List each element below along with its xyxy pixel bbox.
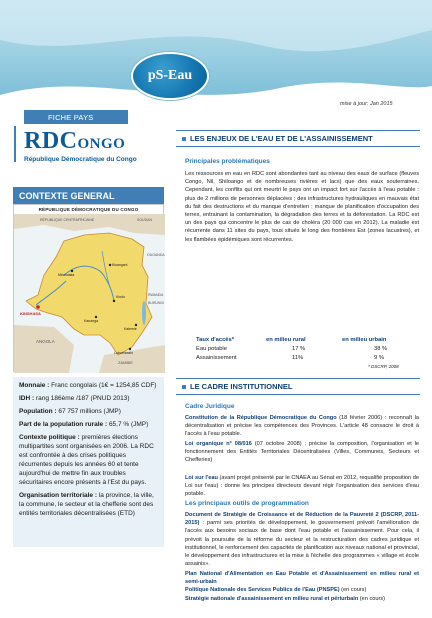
cadre-p5: Plan National d'Alimentation en Eau Potable et d'Assainissement en milieu rural et semi-urbain (185, 571, 419, 586)
fact-idh: IDH : rang 186ème /187 (PNUD 2013) (19, 395, 130, 402)
map-label-rca: RÉPUBLIQUE CENTRAFRICAINE (40, 218, 95, 222)
map-label-angola: ANGOLA (36, 339, 55, 344)
access-rate-table (196, 337, 387, 364)
country-facts-box (13, 377, 164, 547)
table-header-row (196, 337, 387, 346)
map-label-kindu: Kindu (116, 295, 125, 299)
title-accent-bar (14, 126, 16, 162)
cadre-p2: Loi organique n° 08/016 (07 octobre 2008) : précise la composition, l'organisation et le fonctionnement des Entités Territoriales Décentralisées (Villes, Communes, Secteurs et Chefferies) (185, 441, 419, 464)
map-label-kinshasa: KINSHASA (20, 311, 41, 316)
update-date: mise à jour: Jan 2015 (340, 101, 393, 107)
table-cell: 17 % (292, 346, 306, 352)
map-title: RÉPUBLIQUE DÉMOCRATIQUE DU CONGO (38, 207, 139, 212)
cadre-p3: Loi sur l'eau (avant projet présenté par le CNAEA au Sénat en 2012, requalifié proposition de Loi sur l'eau) : donne les principes directeurs devant régir l'organisation des services d'eau potable. (185, 475, 419, 498)
table-header-cell: en milieu rural (266, 337, 306, 343)
map-label-ouganda: OUGANDA (147, 253, 165, 257)
map-label-rwanda: RWANDA (148, 293, 164, 297)
fact-organisation: Organisation territoriale : la province, la ville, la commune, le secteur et la chefferie sont des entités territoriales décentralisées (ETD) (19, 492, 154, 517)
map-label-burundi: BURUNDI (148, 301, 164, 305)
problematiques-text: Les ressources en eau en RDC sont abondantes tant au niveau des eaux de surface (fleuves Congo, Nil, Shiloango et de nombreuses rivières et lacs) que des eaux souterraines. Cependant, les conflits qui ont meurtri le pays ont un impact fort sur l'accès à l'eau potable : plus de 2 millions de personnes déplacées ; des infrastructures hydrauliques en mauvais état du fait des destructions et du manque d'entretien ; manque de planification d'occupation des terres, entrainant la contamination, la dégradation des terres et la déforestation. La RDC est un des pays qui concentre le plus de cas de choléra (20 000 cas en 2012). La maladie est récurrente dans 11 sites du pays, tous situés le long des frontières Est (zones lacustres), et les flambées épidémiques sont récurrentes. (185, 171, 419, 243)
table-source: * DSCRP, 2008 (368, 364, 399, 369)
enjeux-heading: LES ENJEUX DE L'EAU ET DE L'ASSAINISSEMENT (176, 130, 420, 147)
table-cell: 9 % (374, 355, 384, 361)
table-cell: 38 % (374, 346, 388, 352)
table-row (196, 355, 387, 364)
map-label-kisangani: Kisangani (112, 263, 128, 267)
problematiques-subheading: Principales problématiques (185, 158, 270, 165)
map-label-zambie: ZAMBIE (118, 360, 133, 365)
pseau-logo: pS-Eau (131, 52, 209, 100)
map-graphic (14, 205, 165, 373)
fact-rurale: Part de la population rurale : 65,7 % (JMP) (19, 421, 149, 428)
cadre-p6: Politique Nationale des Services Publics de l'Eau (PNSPE) (en cours) (185, 587, 367, 593)
table-cell: Eau potable (196, 346, 227, 352)
fact-population: Population : 67 757 millions (JMP) (19, 408, 121, 415)
table-cell: Assainissement (196, 355, 237, 361)
map-label-mbandaka: Mbandaka (58, 273, 75, 277)
table-cell: 11% (292, 355, 304, 361)
cadre-juridique-subheading: Cadre Juridique (185, 403, 235, 410)
map-label-kananga: Kananga (84, 319, 99, 323)
fact-monnaie: Monnaie : Franc congolais (1€ = 1254,85 CDF) (19, 382, 157, 389)
outils-subheading: Les principaux outils de programmation (185, 500, 309, 507)
table-header-cell: Taux d'accès* (196, 337, 235, 343)
cadre-heading: LE CADRE INSTITUTIONNEL (176, 378, 420, 395)
table-row (196, 346, 387, 355)
country-subtitle: République Démocratique du Congo (24, 156, 137, 163)
cadre-p4: Document de Stratégie de Croissance et de Réduction de la Pauvreté 2 (DSCRP, 2011-2015) : parmi ses priorités de développement, le gouvernement prévoit l'amélioration de l'accès aux besoins sociaux de base dont l'eau potable et l'assainissement. Pour cela, il prévoit la poursuite de la réforme du secteur et la restructuration des cadres juridique et institutionnel, le renforcement des capacités de planification aux niveaux national et provincial, le développement des infrastructures et la mise à l'échelle des programmes « village et école assainis». (185, 512, 419, 568)
cadre-p1: Constitution de la République Démocratique du Congo (18 février 2006) : reconnaît la décentralisation et précise les compétences des Provinces. L'article 48 consacre le droit à l'accès à l'eau potable. (185, 415, 419, 438)
country-map (13, 204, 164, 372)
country-title: RDCONGO (24, 128, 126, 154)
fiche-pays-tag: FICHE PAYS (24, 110, 128, 124)
contexte-heading: CONTEXTE GENERAL (13, 187, 164, 204)
cadre-p7: Stratégie nationale d'assainissement en milieu rural et périurbain (en cours) (185, 596, 385, 602)
table-header-cell: en milieu urbain (342, 337, 387, 343)
map-label-soudan: SOUDAN (137, 218, 152, 222)
map-label-kalemie: Kalemie (124, 327, 137, 331)
map-label-lubumbashi: Lubumbashi (114, 351, 134, 355)
fact-politique: Contexte politique : premières élections multipartites sont organisées en 2006. La RDC est confrontée à des crises politiques récurrentes depuis les années 60 et tente aujourd'hui de mettre fin aux troubles sécuritaires encore présents à l'Est du pays. (19, 434, 154, 486)
